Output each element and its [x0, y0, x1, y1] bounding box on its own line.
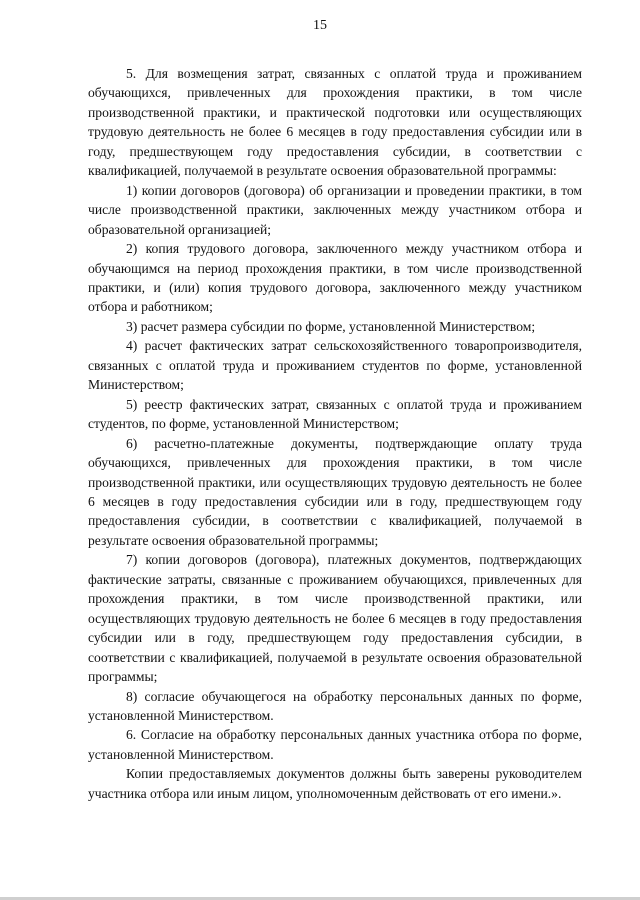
list-item-2: 2) копия трудового договора, заключенного между участником отбора и обучающимся на период прохождения практики, в том числе производственной практики, и (или) копия трудового договора, заключенного между участником отбора и работником; — [88, 241, 582, 315]
closing-paragraph: Копии предоставляемых документов должны быть заверены руководителем участника отбора или иным лицом, уполномоченным действовать от его имени.». — [88, 766, 582, 801]
document-body — [88, 64, 582, 803]
list-item-4: 4) расчет фактических затрат сельскохозяйственного товаропроизводителя, связанных с оплатой труда и проживанием студентов по форме, установленной Министерством; — [88, 338, 582, 393]
paragraph-6: 6. Согласие на обработку персональных данных участника отбора по форме, установленной Министерством. — [88, 727, 582, 762]
list-item-1: 1) копии договоров (договора) об организации и проведении практики, в том числе производственной практики, заключенных между участником отбора и образовательной организацией; — [88, 182, 582, 237]
list-item-7: 7) копии договоров (договора), платежных документов, подтверждающих фактические затраты, связанные с проживанием обучающихся, привлеченных для прохождения практики, в том числе производственной практики, или осуществляющих трудовую деятельность не более 6 месяцев в году предоставления субсидии или в году, предшествующем году предоставления субсидии, в соответствии с квалификацией, получаемой в результате освоения образовательной программы; — [88, 552, 582, 685]
list-item-6: 6) расчетно-платежные документы, подтверждающие оплату труда обучающихся, привлеченных для прохождения практики, в том числе производственной практики, или осуществляющих трудовую деятельность не более 6 месяцев в году предоставления субсидии или в году, предшествующем году предоставления субсидии, в соответствии с квалификацией, получаемой в результате освоения образовательной программы; — [88, 435, 582, 548]
list-item-5: 5) реестр фактических затрат, связанных с оплатой труда и проживанием студентов, по форме, установленной Министерством; — [88, 396, 582, 432]
list-item-3: 3) расчет размера субсидии по форме, установленной Министерством; — [126, 318, 536, 334]
page-number: 15 — [313, 18, 327, 33]
list-item-8: 8) согласие обучающегося на обработку персональных данных по форме, установленной Министерством. — [88, 688, 582, 723]
paragraph-5-heading: 5. Для возмещения затрат, связанных с оплатой труда и проживанием обучающихся, привлеченных для прохождения практики, в том числе производственной практики, и практической подготовки или осуществляющих трудовую деятельность не более 6 месяцев в году предоставления субсидии или в году, предшествующем году предоставления субсидии, в соответствии с квалификацией, получаемой в результате освоения образовательной программы: — [88, 66, 582, 179]
